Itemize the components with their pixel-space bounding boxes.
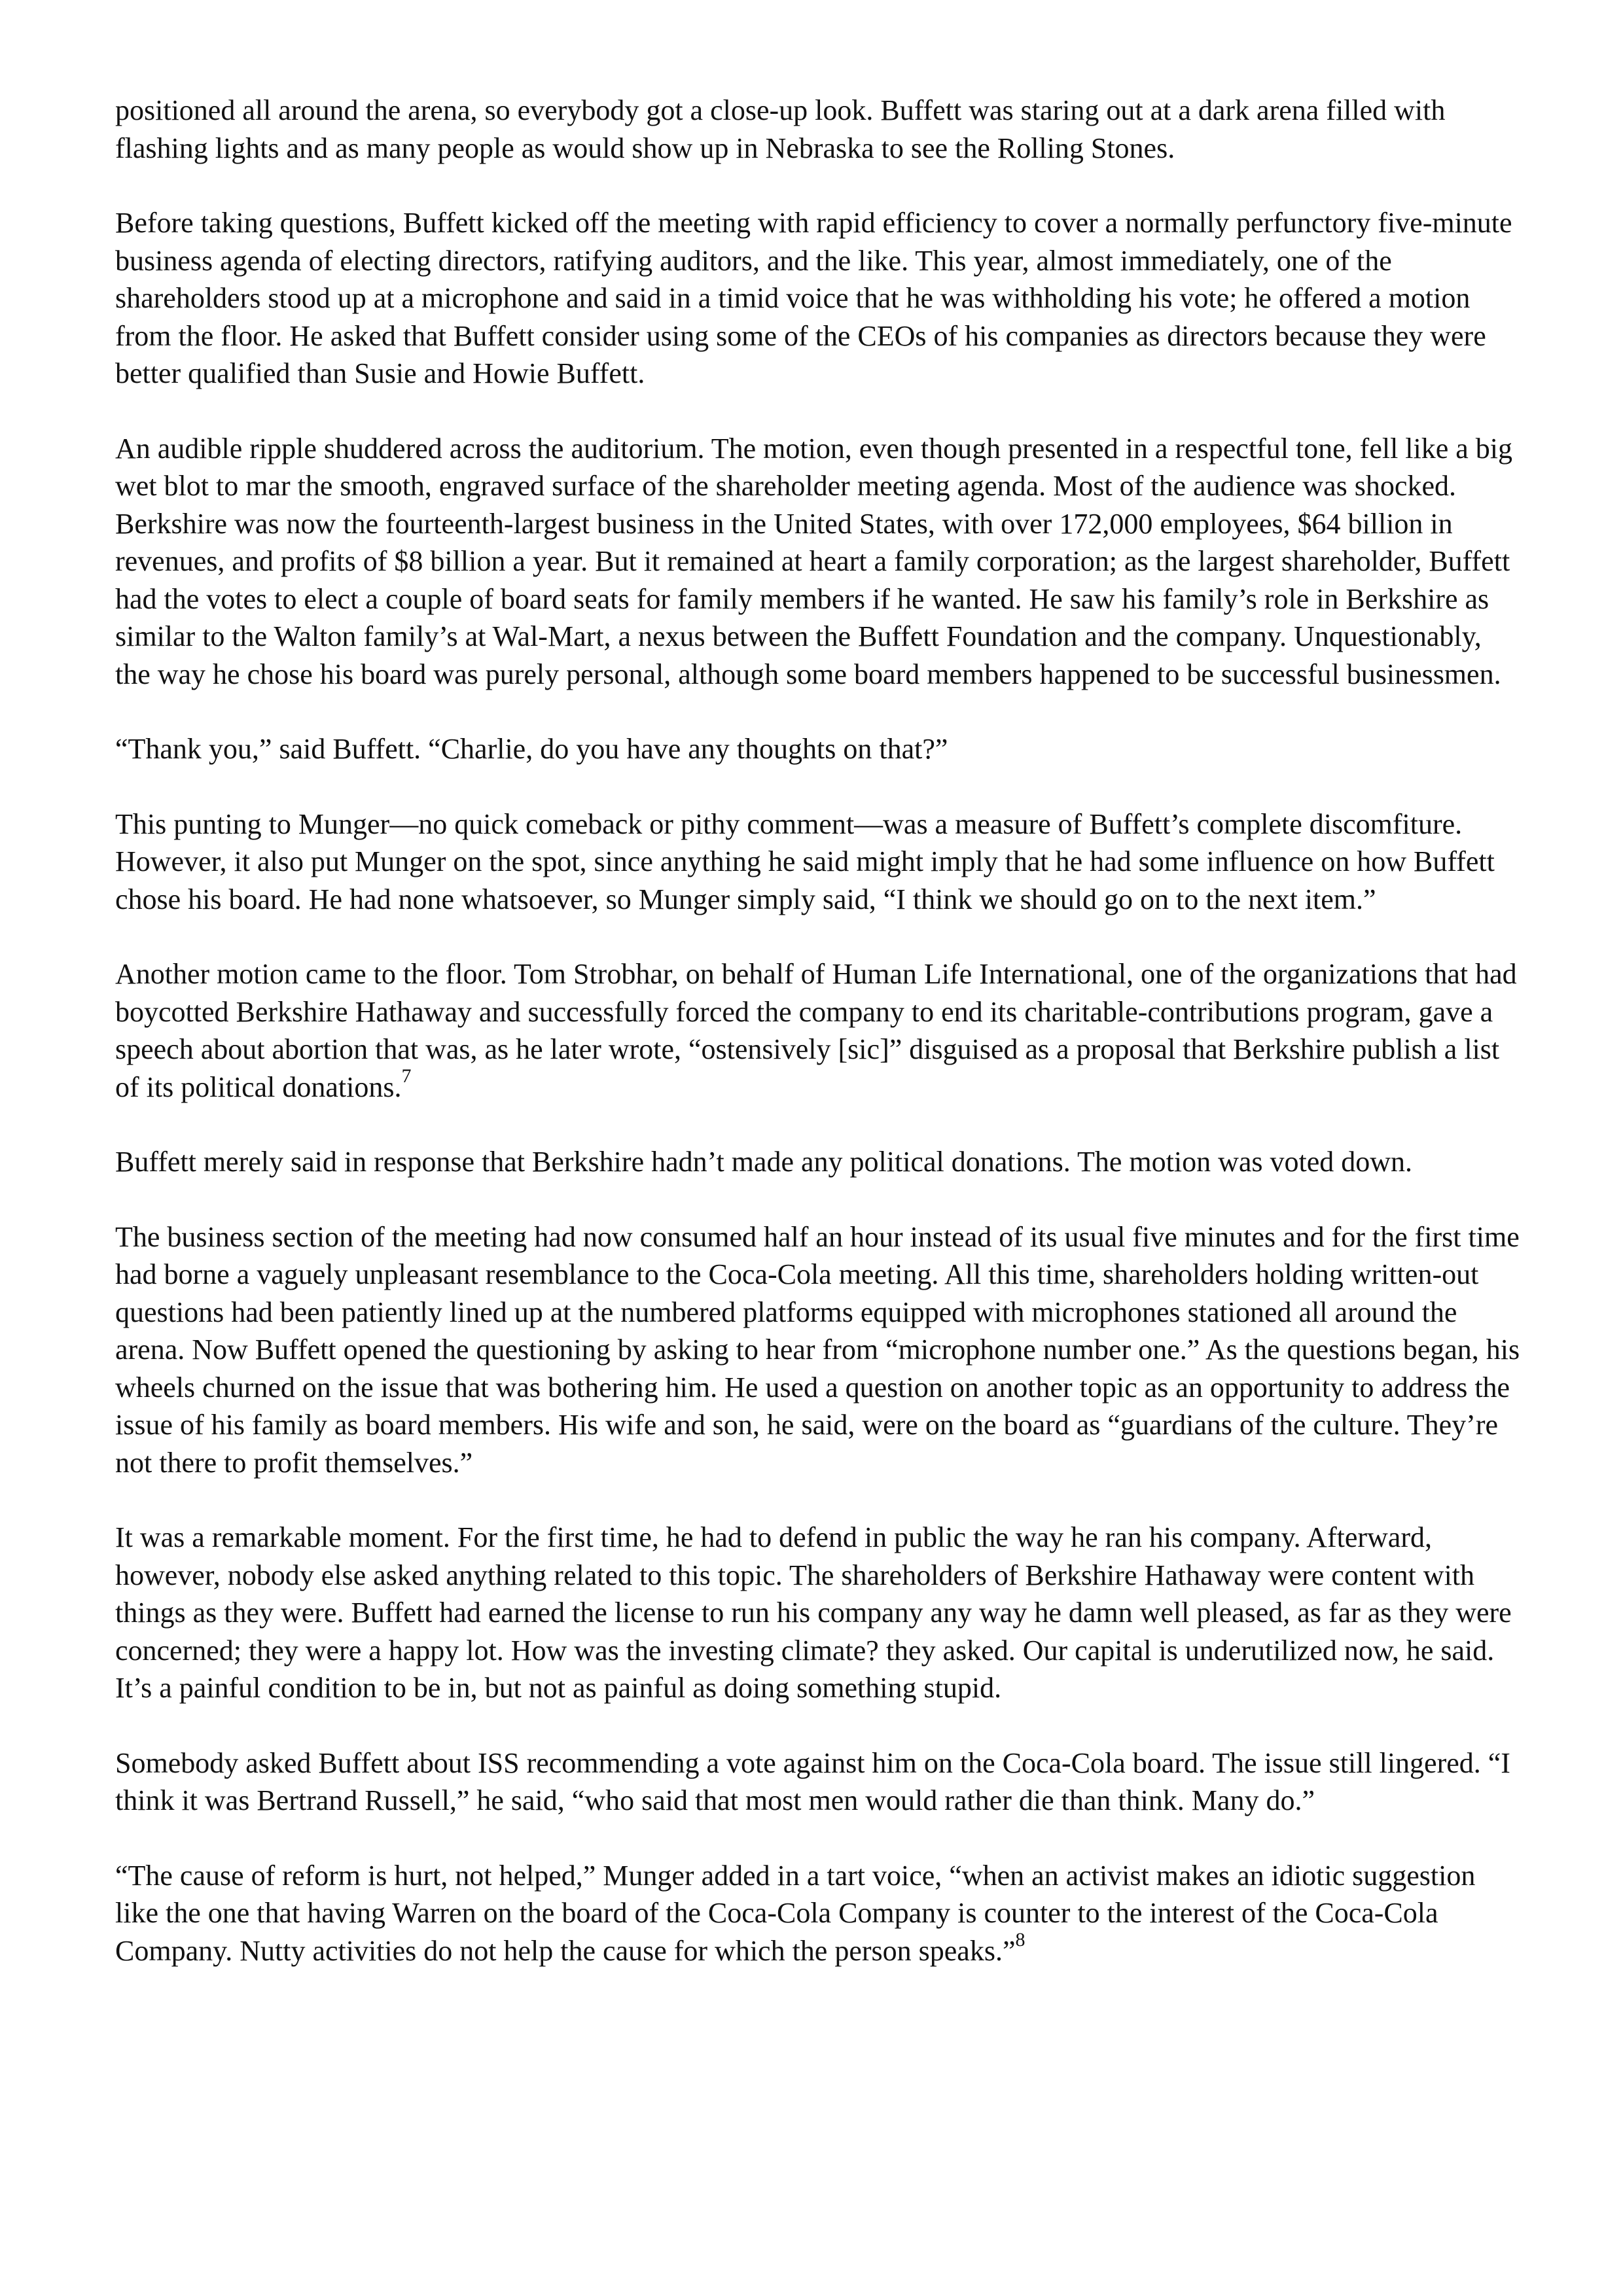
paragraph-text: “Thank you,” said Buffett. “Charlie, do you have any thoughts on that?”	[115, 733, 948, 765]
paragraph	[115, 805, 1522, 919]
paragraph	[115, 92, 1522, 167]
paragraph-text: Before taking questions, Buffett kicked off the meeting with rapid efficiency to cover a normally perfunctory five-minute business agenda of electing directors, ratifying auditors, and the like. This year, almost immediately, one of the shareholders stood up at a microphone and said in a timid voice that he was withholding his vote; he offered a motion from the floor. He asked that Buffett consider using some of the CEOs of his companies as directors because they were better qualified than Susie and Howie Buffett.	[115, 207, 1512, 389]
paragraph	[115, 1218, 1522, 1482]
paragraph-text: It was a remarkable moment. For the first time, he had to defend in public the way he ran his company. Afterward, however, nobody else asked anything related to this topic. The shareholders of Berkshire Hathaway were content with things as they were. Buffett had earned the license to run his company any way he damn well pleased, as far as they were concerned; they were a happy lot. How was the investing climate? they asked. Our capital is underutilized now, he said. It’s a painful condition to be in, but not as painful as doing something stupid.	[115, 1521, 1512, 1704]
paragraph-text: Buffett merely said in response that Berkshire hadn’t made any political donations. The motion was voted down.	[115, 1146, 1413, 1178]
paragraph-text: This punting to Munger—no quick comeback or pithy comment—was a measure of Buffett’s complete discomfiture. However, it also put Munger on the spot, since anything he said might imply that he had some influence on how Buffett chose his board. He had none whatsoever, so Munger simply said, “I think we should go on to the next item.”	[115, 807, 1495, 915]
paragraph	[115, 204, 1522, 393]
paragraph	[115, 730, 1522, 768]
paragraph-text: “The cause of reform is hurt, not helped,” Munger added in a tart voice, “when an activist makes an idiotic suggestion like the one that having Warren on the board of the Coca-Cola Company is counter to the interest of the Coca-Cola Company. Nutty activities do not help the cause for which the person speaks.”	[115, 1859, 1476, 1967]
paragraph-text: Somebody asked Buffett about ISS recommending a vote against him on the Coca-Cola board. The issue still lingered. “I think it was Bertrand Russell,” he said, “who said that most men would rather die than think. Many do.”	[115, 1746, 1510, 1816]
document-page	[115, 92, 1522, 1969]
paragraph	[115, 955, 1522, 1106]
paragraph	[115, 430, 1522, 694]
paragraph-text: positioned all around the arena, so everybody got a close-up look. Buffett was staring out at a dark arena filled with flashing lights and as many people as would show up in Nebraska to see the Rolling Stones.	[115, 94, 1446, 164]
paragraph	[115, 1143, 1522, 1181]
paragraph-text: An audible ripple shuddered across the auditorium. The motion, even though presented in a respectful tone, fell like a big wet blot to mar the smooth, engraved surface of the shareholder meeting agenda. Most of the audience was shocked. Berkshire was now the fourteenth-largest business in the United States, with over 172,000 employees, $64 billion in revenues, and profits of $8 billion a year. But it remained at heart a family corporation; as the largest shareholder, Buffett had the votes to elect a couple of board seats for family members if he wanted. He saw his family’s role in Berkshire as similar to the Walton family’s at Wal-Mart, a nexus between the Buffett Foundation and the company. Unquestionably, the way he chose his board was purely personal, although some board members happened to be successful businessmen.	[115, 432, 1513, 690]
footnote-marker: 7	[401, 1065, 412, 1087]
paragraph	[115, 1519, 1522, 1707]
paragraph	[115, 1857, 1522, 1970]
paragraph-text: Another motion came to the floor. Tom Strobhar, on behalf of Human Life International, one of the organizations that had boycotted Berkshire Hathaway and successfully forced the company to end its charitable-contributions program, gave a speech about abortion that was, as he later wrote, “ostensively [sic]” disguised as a proposal that Berkshire publish a list of its political donations.	[115, 958, 1517, 1103]
paragraph	[115, 1744, 1522, 1820]
paragraph-text: The business section of the meeting had now consumed half an hour instead of its usual five minutes and for the first time had borne a vaguely unpleasant resemblance to the Coca-Cola meeting. All this time, shareholders holding written-out questions had been patiently lined up at the numbered platforms equipped with microphones stationed all around the arena. Now Buffett opened the questioning by asking to hear from “microphone number one.” As the questions began, his wheels churned on the issue that was bothering him. He used a question on another topic as an opportunity to address the issue of his family as board members. His wife and son, he said, were on the board as “guardians of the culture. They’re not there to profit themselves.”	[115, 1220, 1520, 1479]
footnote-marker: 8	[1015, 1928, 1026, 1951]
